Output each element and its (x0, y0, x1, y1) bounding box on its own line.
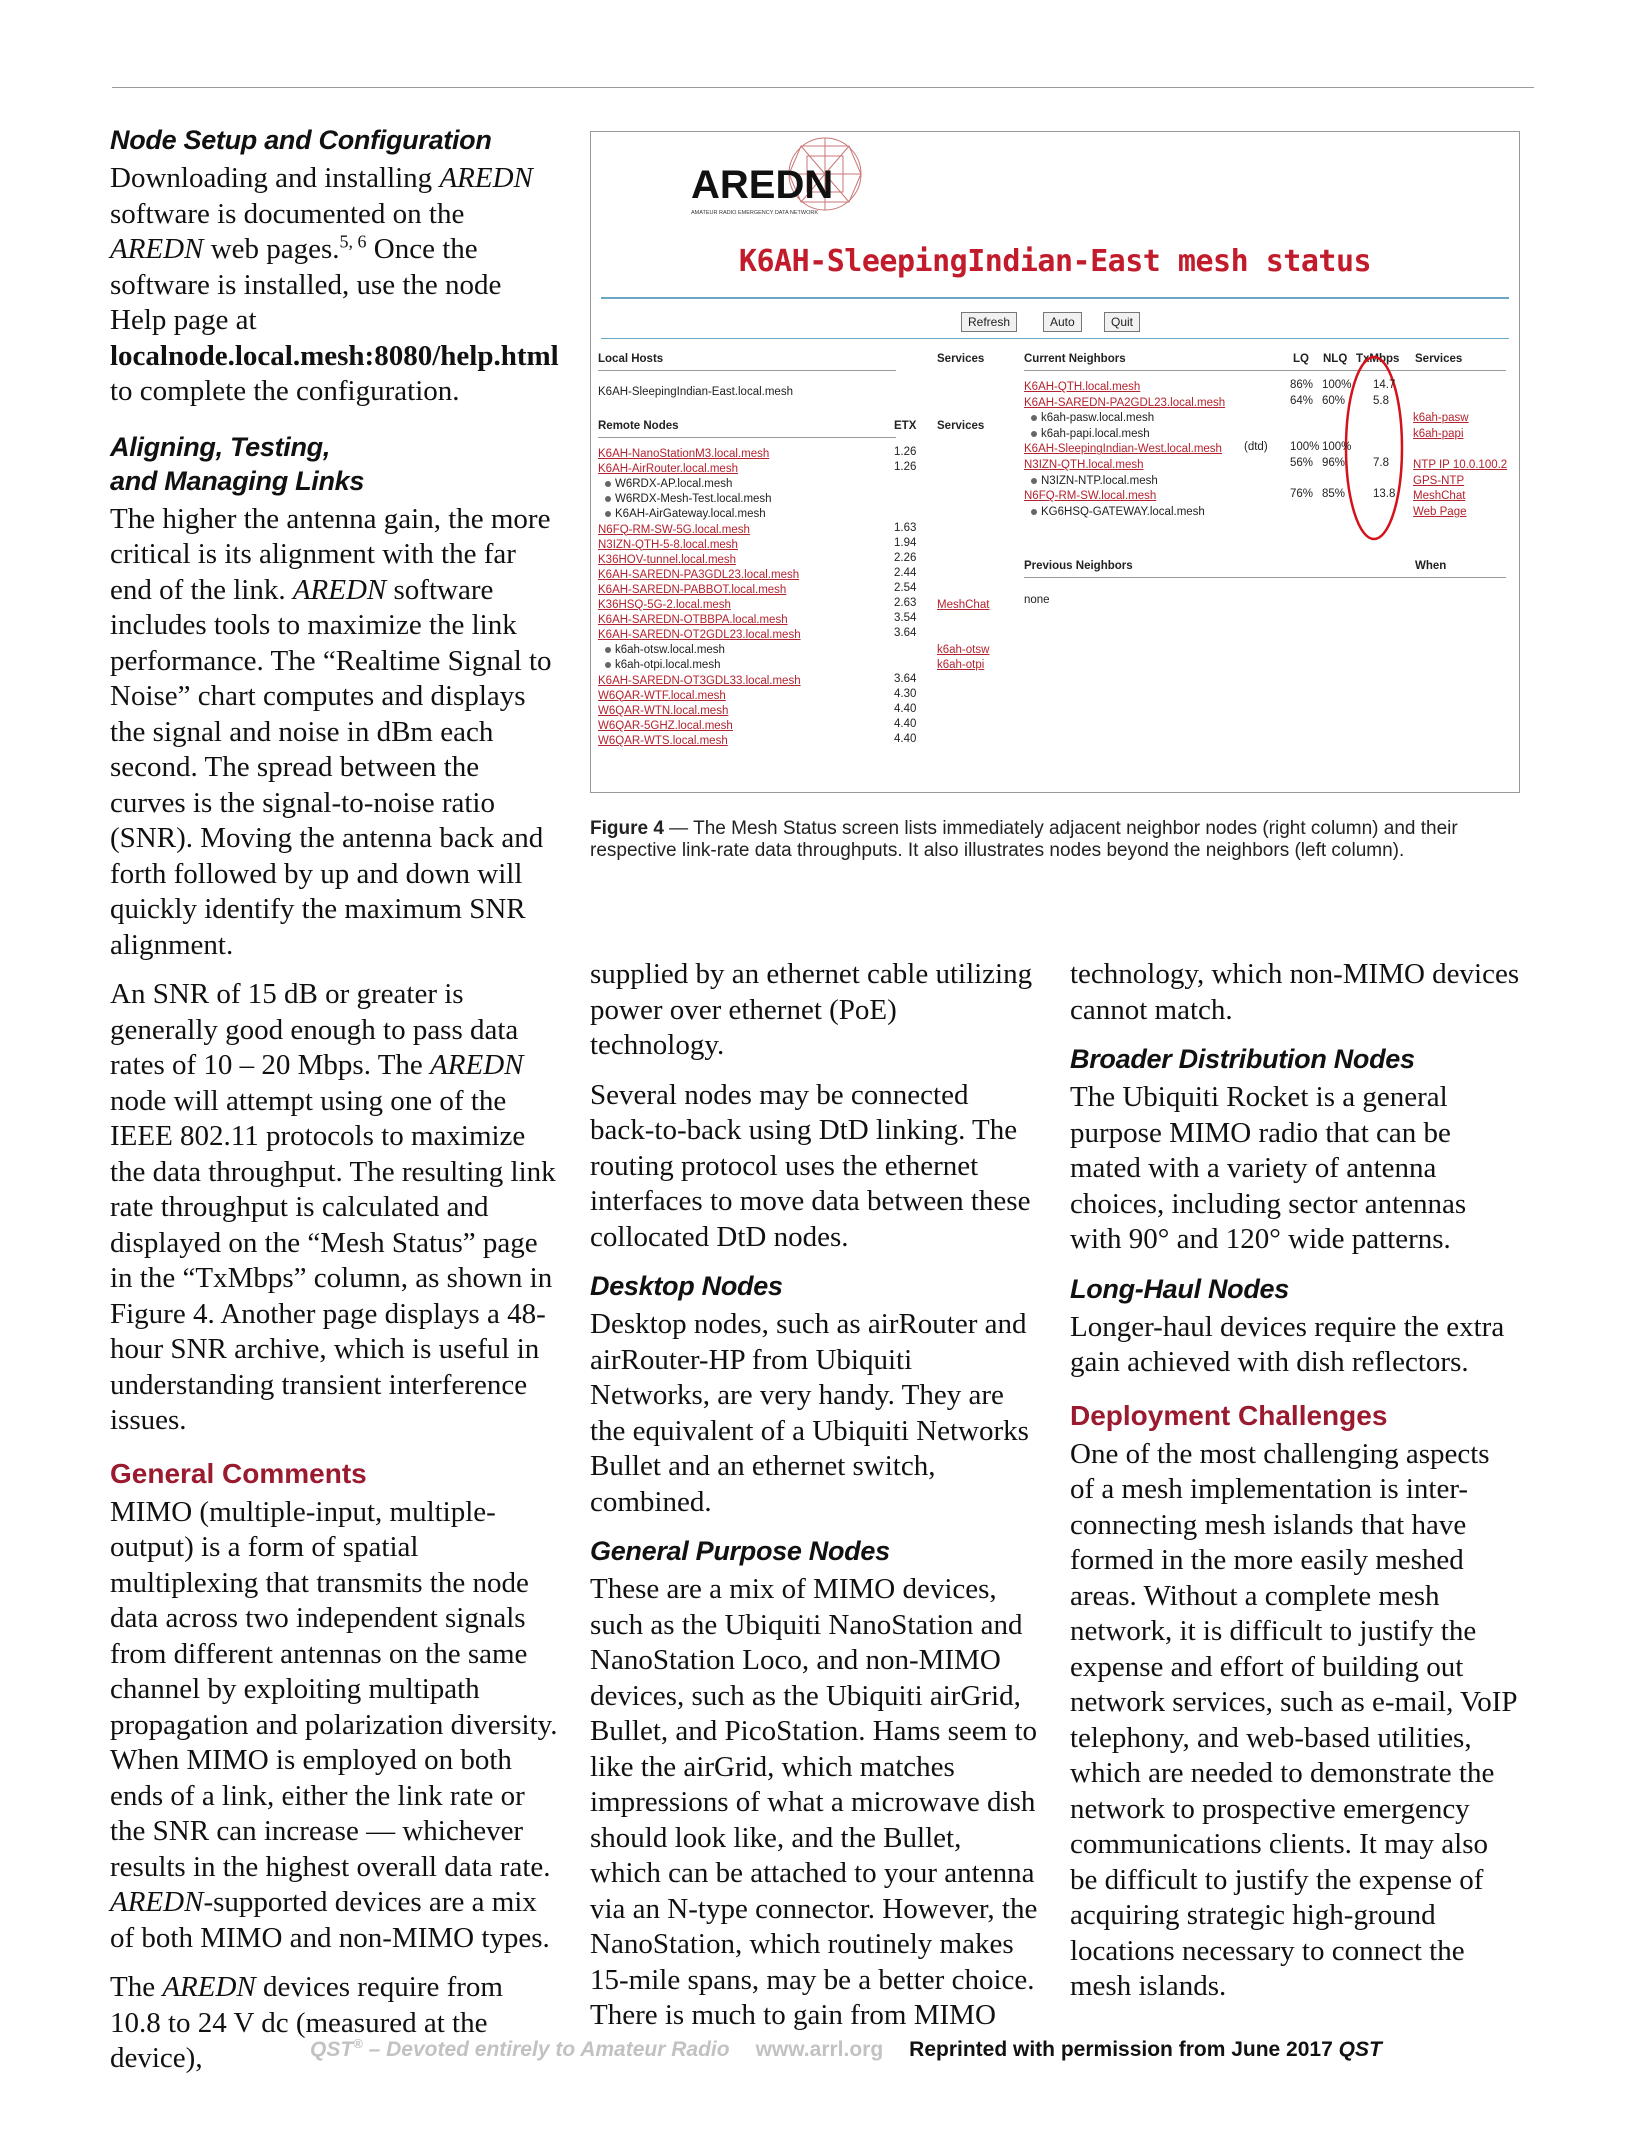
neighbor-name: k6ah-papi.local.mesh (1041, 427, 1150, 440)
heading-desktop-nodes: Desktop Nodes (590, 1271, 783, 1301)
neighbor-services-header: Services (1415, 353, 1463, 365)
heading-deployment-challenges: Deployment Challenges (1070, 1399, 1388, 1431)
local-hosts-rule (598, 370, 896, 371)
bullet-icon (1031, 478, 1037, 484)
footer-url[interactable]: www.arrl.org (755, 2038, 884, 2061)
footer-tagline: – Devoted entirely to Amateur Radio (362, 2038, 730, 2061)
neighbor-service-link[interactable]: MeshChat (1413, 490, 1466, 503)
remote-node-name: K6AH-NanoStationM3.local.mesh (598, 448, 770, 460)
previous-neighbors-header: Previous Neighbors (1024, 560, 1133, 572)
remote-node-name: K6AH-AirRouter.local.mesh (598, 463, 738, 476)
remote-node-name: K6AH-SAREDN-OT2GDL23.local.mesh (598, 629, 801, 642)
remote-node-name: W6RDX-AP.local.mesh (615, 478, 733, 491)
neighbor-row (1031, 473, 1158, 489)
txmbps-header: TxMbps (1356, 353, 1400, 365)
previous-neighbors-value: none (1024, 594, 1050, 606)
neighbor-service-link[interactable]: GPS-NTP (1413, 474, 1465, 487)
remote-nodes-header: Remote Nodes (598, 420, 679, 432)
remote-node-etx: 3.54 (894, 612, 917, 625)
bullet-icon (605, 481, 611, 487)
paragraph-voltage: The AREDN devices require from 10.8 to 24 V dc (measured at the device), (110, 1971, 503, 2074)
neighbor-nlq: 60% (1322, 394, 1346, 407)
refresh-button[interactable]: Refresh (961, 312, 1017, 332)
current-neighbors-header: Current Neighbors (1024, 353, 1126, 365)
neighbor-service-link[interactable]: k6ah-pasw (1413, 412, 1469, 425)
neighbor-row[interactable] (1024, 395, 1225, 411)
nlq-header: NLQ (1323, 353, 1348, 365)
remote-services-header: Services (937, 420, 985, 432)
neighbor-nlq: 100% (1322, 441, 1352, 454)
bullet-icon (605, 496, 611, 502)
lq-header: LQ (1293, 353, 1309, 365)
remote-node-name: k6ah-otpi.local.mesh (615, 659, 721, 672)
remote-node-name: N3IZN-QTH-5-8.local.mesh (598, 538, 738, 551)
neighbor-name: N3IZN-NTP.local.mesh (1041, 474, 1158, 487)
etx-header: ETX (894, 420, 917, 432)
remote-node-row[interactable] (598, 582, 786, 598)
help-url: localnode.local.mesh:8080/help.html (110, 339, 559, 372)
remote-node-name: K6AH-SAREDN-PABBOT.local.mesh (598, 583, 787, 596)
remote-node-etx: 2.26 (894, 551, 917, 564)
aredn-logo-graphic (591, 132, 1519, 252)
neighbor-name: N6FQ-RM-SW.local.mesh (1024, 490, 1157, 503)
figure-mesh-status (590, 131, 1520, 793)
paragraph-rocket: The Ubiquiti Rocket is a general purpose MIMO radio that can be mated with a variety of antenna choices, including sector antennas with 90° and 120° wide patterns. (1070, 1081, 1467, 1255)
previous-rule (1024, 577, 1506, 578)
neighbor-service-link[interactable]: NTP IP 10.0.100.2 (1413, 459, 1508, 471)
remote-node-etx: 4.30 (894, 687, 917, 700)
middle-column (590, 957, 1038, 2048)
bullet-icon (1031, 431, 1037, 437)
remote-node-name: N6FQ-RM-SW-5G.local.mesh (598, 523, 750, 536)
footer-reprint: Reprinted with permission from June 2017 QST (909, 2038, 1382, 2061)
remote-node-row[interactable] (598, 673, 801, 689)
heading-general-purpose-nodes: General Purpose Nodes (590, 1536, 890, 1566)
paragraph-deployment: One of the most challenging aspects of a mesh implementation is inter-connecting mesh islands that have formed in the more easily meshed areas. Without a complete mesh network, it is difficult to justify the expense and effort of building out network services, such as e-mail, VoIP telephony, and web-based utilities, which are needed to demonstrate the network to prospective emergency communications clients. It may also be difficult to justify the expense of acquiring strategic high-ground locations necessary to connect the mesh islands. (1070, 1437, 1517, 2002)
remote-node-row (605, 657, 720, 673)
remote-node-etx: 4.40 (894, 732, 917, 745)
bullet-icon (605, 662, 611, 668)
remote-node-name: K6AH-AirGateway.local.mesh (615, 508, 766, 521)
paragraph-poe: supplied by an ethernet cable utilizing power over ethernet (PoE) technology. (590, 958, 1033, 1061)
neighbor-row[interactable] (1024, 441, 1222, 457)
paragraph-mimo-tech: technology, which non-MIMO devices cannot match. (1070, 958, 1520, 1026)
remote-node-service-link[interactable]: MeshChat (937, 599, 990, 611)
remote-node-row[interactable] (598, 733, 728, 749)
remote-node-row[interactable] (598, 522, 750, 538)
paragraph-aligning: The higher the antenna gain, the more critical is its alignment with the far end of the link. AREDN software includes tools to maximize the link performance. The “Realtime Signal to Noise” chart computes and displays the signal and noise in dBm each second. The spread between the curves is the signal-to-noise ratio (SNR). Moving the antenna back and forth followed by up and down will quickly identify the maximum SNR alignment. (110, 502, 552, 961)
neighbor-extra: (dtd) (1244, 441, 1268, 454)
neighbor-tx: 13.8 (1373, 488, 1396, 501)
when-header: When (1415, 560, 1447, 572)
page-footer (310, 2038, 1382, 2062)
remote-node-row[interactable] (598, 718, 733, 734)
remote-node-etx: 2.44 (894, 566, 917, 579)
remote-node-name: k6ah-otsw.local.mesh (615, 644, 725, 657)
neighbor-nlq: 100% (1322, 379, 1352, 391)
remote-node-service-link[interactable]: k6ah-otsw (937, 644, 990, 657)
neighbor-tx: 7.8 (1373, 457, 1389, 469)
remote-node-name: W6QAR-5GHZ.local.mesh (598, 719, 733, 732)
remote-node-name: K6AH-SAREDN-PA3GDL23.local.mesh (598, 568, 800, 581)
neighbor-tx: 14.7 (1373, 379, 1396, 391)
neighbor-name: K6AH-SleepingIndian-West.local.mesh (1024, 443, 1222, 456)
remote-node-row[interactable] (598, 597, 731, 613)
remote-node-name: W6RDX-Mesh-Test.local.mesh (615, 493, 772, 506)
remote-node-name: W6QAR-WTF.local.mesh (598, 689, 726, 702)
remote-node-etx: 1.94 (894, 536, 917, 549)
neighbor-row (1031, 410, 1154, 426)
neighbor-name: k6ah-pasw.local.mesh (1041, 412, 1155, 425)
heading-node-setup: Node Setup and Configuration (110, 125, 492, 155)
remote-node-name: K6AH-SAREDN-OT3GDL33.local.mesh (598, 674, 801, 687)
local-host-row: K6AH-SleepingIndian-East.local.mesh (598, 386, 793, 398)
neighbor-nlq: 85% (1322, 488, 1346, 501)
auto-button[interactable]: Auto (1043, 312, 1082, 332)
bullet-icon (1031, 509, 1037, 515)
neighbor-service-link[interactable]: Web Page (1413, 505, 1467, 518)
remote-node-row[interactable] (598, 567, 799, 583)
remote-node-row (605, 642, 725, 658)
remote-node-row[interactable] (598, 688, 726, 704)
remote-node-etx: 2.63 (894, 597, 917, 609)
remote-node-row[interactable] (598, 446, 769, 462)
heading-long-haul: Long-Haul Nodes (1070, 1273, 1289, 1304)
remote-node-name: K36HOV-tunnel.local.mesh (598, 553, 737, 566)
heading-aligning: Aligning, Testing, and Managing Links (110, 431, 365, 496)
svg-text:AREDN: AREDN (691, 163, 834, 207)
neighbor-name: N3IZN-QTH.local.mesh (1024, 459, 1144, 471)
remote-node-row (605, 506, 766, 522)
remote-node-etx: 1.26 (894, 446, 917, 458)
paragraph-dtd: Several nodes may be connected back-to-back using DtD linking. The routing protocol uses the ethernet interfaces to move data between these collocated DtD nodes. (590, 1078, 1031, 1253)
remote-node-name: K36HSQ-5G-2.local.mesh (598, 599, 731, 611)
remote-node-row[interactable] (598, 461, 738, 477)
remote-node-row (605, 476, 732, 492)
footer-registered: ® (353, 2036, 363, 2051)
neighbor-name: K6AH-SAREDN-PA2GDL23.local.mesh (1024, 396, 1226, 409)
remote-node-service-link[interactable]: k6ah-otpi (937, 659, 985, 672)
local-hosts-header: Local Hosts (598, 353, 664, 365)
paragraph-general-purpose: These are a mix of MIMO devices, such as the Ubiquiti NanoStation and NanoStation Loco, and non-MIMO devices, such as the Ubiquiti airGrid, Bullet, and PicoStation. Hams seem to like the airGrid, which matches impressions of what a microwave dish should look like, and the Bullet, which can be attached to your antenna via an N-type connector. However, the NanoStation, which routinely makes 15-mile spans, may be a better choice. There is much to gain from MIMO (590, 1573, 1038, 2031)
remote-node-etx: 3.64 (894, 627, 917, 640)
remote-node-etx: 1.63 (894, 521, 917, 534)
remote-node-row[interactable] (598, 612, 788, 628)
paragraph-snr: An SNR of 15 dB or greater is generally good enough to pass data rates of 10 – 20 Mbps. The AREDN node will attempt using one of the IEEE 802.11 protocols to maximize the data throughput. The resulting link rate throughput is calculated and displayed on the “Mesh Status” page in the “TxMbps” column, as shown in Figure 4. Another page displays a 48-hour SNR archive, which is useful in understanding transient interference issues. (110, 978, 556, 1436)
heading-broader-distribution: Broader Distribution Nodes (1070, 1044, 1415, 1074)
remote-node-name: K6AH-SAREDN-OTBBPA.local.mesh (598, 614, 788, 627)
svg-text:AMATEUR RADIO EMERGENCY DATA N: AMATEUR RADIO EMERGENCY DATA NETWORK (691, 210, 819, 216)
figure-caption: Figure 4 — The Mesh Status screen lists immediately adjacent neighbor nodes (right column) and their respective link-rate data throughputs. It also illustrates nodes beyond the neighbors (left column). (590, 818, 1458, 861)
neighbor-name: K6AH-QTH.local.mesh (1024, 381, 1141, 393)
remote-node-name: W6QAR-WTS.local.mesh (598, 734, 728, 747)
paragraph-desktop: Desktop nodes, such as airRouter and airRouter-HP from Ubiquiti Networks, are very handy. They are the equivalent of a Ubiquiti Networks Bullet and an ethernet switch, combined. (590, 1308, 1029, 1518)
neighbor-lq: 64% (1290, 394, 1314, 407)
neighbor-lq: 86% (1290, 379, 1314, 391)
remote-nodes-rule (598, 437, 896, 438)
title-rule (601, 297, 1509, 299)
remote-node-etx: 4.40 (894, 717, 917, 730)
neighbor-service-link[interactable]: k6ah-papi (1413, 427, 1464, 440)
neighbor-row (1031, 504, 1205, 520)
neighbor-row (1031, 426, 1150, 442)
neighbor-tx: 5.8 (1373, 394, 1389, 407)
neighbor-row[interactable] (1024, 457, 1144, 473)
neighbor-name: KG6HSQ-GATEWAY.local.mesh (1041, 505, 1205, 518)
remote-node-row[interactable] (598, 537, 738, 553)
paragraph-long-haul: Longer-haul devices require the extra gain achieved with dish reflectors. (1070, 1310, 1505, 1378)
paragraph-mimo: MIMO (multiple-input, multiple-output) is a form of spatial multiplexing that transmits the node data across two independent signals from different antennas on the same channel by exploiting multipath propagation and polarization diversity. When MIMO is employed on both ends of a link, either the link rate or the SNR can increase — whichever results in the highest overall data rate. AREDN-supported devices are a mix of both MIMO and non-MIMO types. (110, 1495, 558, 1954)
neighbor-row[interactable] (1024, 379, 1140, 395)
bullet-icon (605, 511, 611, 517)
neighbor-row[interactable] (1024, 488, 1156, 504)
footer-qst: QST (310, 2038, 354, 2061)
buttons-rule (601, 338, 1509, 339)
remote-node-row[interactable] (598, 703, 728, 719)
remote-node-row[interactable] (598, 627, 801, 643)
remote-node-name: W6QAR-WTN.local.mesh (598, 704, 729, 717)
neighbor-nlq: 96% (1322, 457, 1346, 469)
remote-node-row (605, 491, 772, 507)
neighbor-lq: 76% (1290, 488, 1314, 501)
neighbors-rule (1024, 370, 1506, 371)
left-column (110, 123, 558, 2091)
bullet-icon (605, 647, 611, 653)
top-rule (112, 87, 1534, 88)
neighbor-lq: 100% (1290, 441, 1320, 454)
remote-node-etx: 3.64 (894, 672, 917, 685)
bullet-icon (1031, 415, 1037, 421)
paragraph-setup: Downloading and installing AREDN software is documented on the AREDN web pages.$^{5, 6}$ Once the software is installed, use the node Help page at localnode.local.mesh:8080/help.html to complete the configuration. (110, 162, 559, 407)
heading-general-comments: General Comments (110, 1457, 367, 1489)
neighbor-lq: 56% (1290, 457, 1314, 469)
right-column (1070, 957, 1520, 2019)
mesh-status-title: K6AH-SleepingIndian-East mesh status (738, 244, 1372, 279)
remote-node-etx: 1.26 (894, 461, 917, 474)
quit-button[interactable]: Quit (1104, 312, 1140, 332)
remote-node-etx: 2.54 (894, 581, 917, 594)
local-services-header: Services (937, 353, 985, 365)
remote-node-etx: 4.40 (894, 702, 917, 715)
remote-node-row[interactable] (598, 552, 736, 568)
